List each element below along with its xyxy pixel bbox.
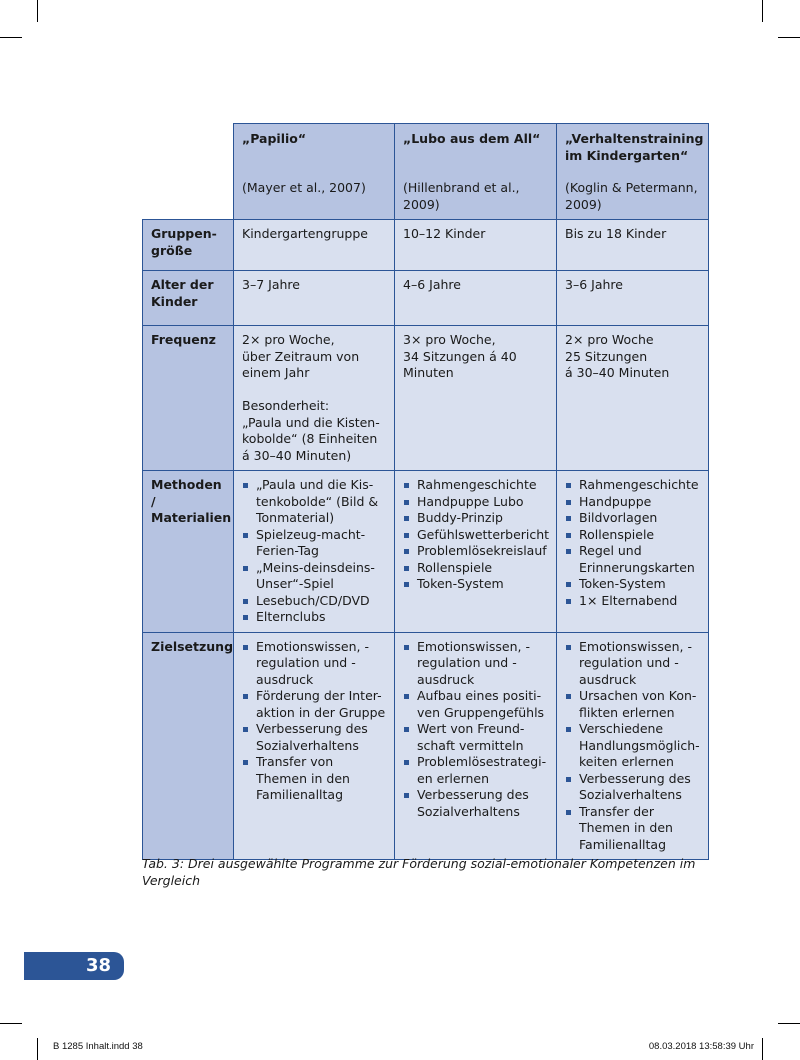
bullet-item: Handpuppe Lubo (403, 494, 548, 511)
bullet-list (565, 639, 700, 854)
page-number: 38 (24, 952, 124, 980)
bullet-item: Emotionswissen, -regulation und -ausdruck (565, 639, 700, 689)
bullet-item: Aufbau eines positi-ven Gruppengefühls (403, 688, 548, 721)
column-header-lubo (395, 124, 557, 220)
bullet-item: Emotionswissen, -regulation und -ausdruck (403, 639, 548, 689)
crop-mark (0, 1023, 22, 1024)
bullet-item: Ursachen von Kon-flikten erlernen (565, 688, 700, 721)
comparison-table (142, 123, 709, 860)
bullet-item: Rahmengeschichte (403, 477, 548, 494)
bullet-item: Token-System (403, 576, 548, 593)
table-cell: Bis zu 18 Kinder (557, 220, 709, 271)
bullet-list (403, 639, 548, 821)
bullet-item: Emotionswissen, -regulation und -ausdruck (242, 639, 386, 689)
print-slug-right: 08.03.2018 13:58:39 Uhr (648, 1041, 754, 1052)
row-header: Gruppen- größe (143, 220, 234, 271)
bullet-item: Transfer der Themen in den Familienalltag (565, 804, 700, 854)
row-header: Frequenz (143, 326, 234, 471)
bullet-item: Wert von Freund-schaft vermitteln (403, 721, 548, 754)
column-header-papilio (234, 124, 395, 220)
bullet-item: Förderung der Inter-aktion in der Gruppe (242, 688, 386, 721)
table-cell: 2× pro Woche 25 Sitzungen á 30–40 Minuten (557, 326, 709, 471)
crop-mark (778, 1023, 800, 1024)
row-header: Alter der Kinder (143, 271, 234, 326)
bullet-item: Verbesserung des Sozialverhaltens (403, 787, 548, 820)
bullet-item: Problemlösekreislauf (403, 543, 548, 560)
column-title: „Lubo aus dem All“ (403, 131, 541, 146)
table-cell: 10–12 Kinder (395, 220, 557, 271)
table-row (143, 471, 709, 633)
bullet-item: „Meins-deinsdeins-Unser“-Spiel (242, 560, 386, 593)
bullet-item: Verschiedene Handlungsmöglich-keiten erlernen (565, 721, 700, 771)
table-cell: 4–6 Jahre (395, 271, 557, 326)
crop-mark (778, 37, 800, 38)
bullet-item: Buddy-Prinzip (403, 510, 548, 527)
bullet-item: Lesebuch/CD/DVD (242, 593, 386, 610)
bullet-item: 1× Elternabend (565, 593, 700, 610)
table-cell (557, 632, 709, 860)
crop-mark (37, 1038, 38, 1060)
column-title: „Papilio“ (242, 131, 307, 146)
bullet-item: Verbesserung des Sozialverhaltens (242, 721, 386, 754)
bullet-item: Problemlösestrategi-en erlernen (403, 754, 548, 787)
column-citation: (Mayer et al., 2007) (242, 180, 366, 195)
bullet-item: Rollenspiele (403, 560, 548, 577)
bullet-item: „Paula und die Kis-tenkobolde“ (Bild & Tonmaterial) (242, 477, 386, 527)
bullet-item: Elternclubs (242, 609, 386, 626)
bullet-item: Transfer von Themen in den Familienalltag (242, 754, 386, 804)
column-citation: (Koglin & Petermann, 2009) (565, 180, 698, 212)
table-corner (143, 124, 234, 220)
crop-mark (762, 0, 763, 22)
bullet-item: Bildvorlagen (565, 510, 700, 527)
table-cell: 2× pro Woche, über Zeitraum von einem Jahr Besonderheit: „Paula und die Kisten-kobolde“ (8 Einheiten á 30–40 Minuten) (234, 326, 395, 471)
table-header-row (143, 124, 709, 220)
column-header-verhaltenstraining (557, 124, 709, 220)
column-title: „Verhaltenstraining im Kindergarten“ (565, 131, 704, 163)
table-cell: 3–6 Jahre (557, 271, 709, 326)
bullet-item: Spielzeug-macht-Ferien-Tag (242, 527, 386, 560)
bullet-list (242, 639, 386, 804)
crop-mark (37, 0, 38, 22)
table-caption: Tab. 3: Drei ausgewählte Programme zur Förderung sozial-emotionaler Kompetenzen im Vergleich (142, 856, 696, 888)
crop-mark (762, 1038, 763, 1060)
bullet-item: Gefühlswetterbericht (403, 527, 548, 544)
row-header: Methoden / Materialien (143, 471, 234, 633)
bullet-list (242, 477, 386, 626)
bullet-item: Handpuppe (565, 494, 700, 511)
bullet-item: Regel und Erinnerungskarten (565, 543, 700, 576)
table-row (143, 220, 709, 271)
table-cell: 3–7 Jahre (234, 271, 395, 326)
table-row (143, 632, 709, 860)
bullet-list (565, 477, 700, 609)
crop-mark (0, 37, 22, 38)
bullet-list (403, 477, 548, 593)
bullet-item: Token-System (565, 576, 700, 593)
table-cell (395, 632, 557, 860)
print-slug-left: B 1285 Inhalt.indd 38 (53, 1041, 143, 1052)
table-cell (395, 471, 557, 633)
column-citation: (Hillenbrand et al., 2009) (403, 180, 520, 212)
row-header: Zielsetzung (143, 632, 234, 860)
bullet-item: Verbesserung des Sozialverhaltens (565, 771, 700, 804)
bullet-item: Rollenspiele (565, 527, 700, 544)
table-cell (557, 471, 709, 633)
table-cell (234, 471, 395, 633)
table-cell (234, 632, 395, 860)
table-row (143, 326, 709, 471)
table-cell: 3× pro Woche, 34 Sitzungen á 40 Minuten (395, 326, 557, 471)
table-row (143, 271, 709, 326)
table-cell: Kindergartengruppe (234, 220, 395, 271)
bullet-item: Rahmengeschichte (565, 477, 700, 494)
